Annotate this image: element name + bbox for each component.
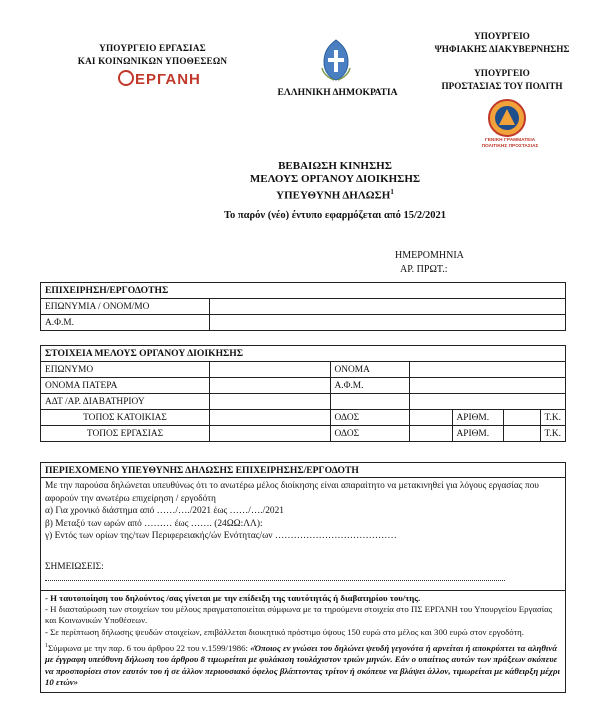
protocol-number-label: ΑΡ. ΠΡΩΤ.: bbox=[400, 264, 448, 275]
first-name-label: ΟΝΟΜΑ bbox=[330, 362, 409, 378]
legal-notes bbox=[41, 590, 566, 692]
member-section-heading: ΣΤΟΙΧΕΙΑ ΜΕΛΟΥΣ ΟΡΓΑΝΟΥ ΔΙΟΙΚΗΣΗΣ bbox=[41, 346, 566, 362]
ministry-digital-line1: ΥΠΟΥΡΓΕΙΟ bbox=[474, 31, 530, 41]
title-line1: ΒΕΒΑΙΩΣΗ ΚΙΝΗΣΗΣ bbox=[278, 160, 392, 172]
civil-protection-line2: ΠΟΛΙΤΙΚΗΣ ΠΡΟΣΤΑΣΙΑΣ bbox=[481, 144, 539, 149]
ministry-labour-label bbox=[60, 42, 245, 68]
id-passport-field[interactable] bbox=[210, 394, 331, 410]
ministry-citizen-protection-label bbox=[412, 67, 592, 93]
id-row-empty-cell bbox=[330, 394, 409, 410]
declaration-intro: Με την παρούσα δηλώνεται υπευθύνως ότι το ανωτέρω μέλος διοίκησης είναι απαραίτητο να μετακινηθεί για λόγους εργασίας που αφορούν την ανωτέρω επιχείρηση / εργοδότη bbox=[45, 481, 539, 504]
ergani-logo-icon bbox=[118, 70, 134, 86]
penalty-note: - Σε περίπτωση δήλωσης ψευδών στοιχείων, επιβάλλεται διοικητικό πρόστιμο ύψους 150 ευρώ στο μέλος και 300 ευρώ στον εργοδότη. bbox=[45, 626, 524, 637]
workplace-field[interactable] bbox=[210, 426, 331, 442]
employer-table bbox=[40, 282, 566, 331]
father-name-field[interactable] bbox=[210, 378, 331, 394]
notes-label: ΣΗΜΕΙΩΣΕΙΣ: bbox=[45, 561, 104, 572]
declaration-period[interactable]: α) Για χρονικό διάστημα από ……/…./2021 έως ……/…./2021 bbox=[45, 506, 284, 516]
employer-section-heading: ΕΠΙΧΕΙΡΗΣΗ/ΕΡΓΟΔΟΤΗΣ bbox=[41, 283, 566, 299]
verification-note: - Η διασταύρωση των στοιχείων του μέλους πραγματοποιείται σύμφωνα με τα τηρούμενα στοιχεία στο ΠΣ ΕΡΓΑΝΗ του Υπουργείου Εργασίας και Κοινωνικών Υποθέσεων. bbox=[45, 603, 553, 626]
footnote-mark: 1 bbox=[45, 643, 48, 650]
workplace-label: ΤΟΠΟΣ ΕΡΓΑΣΙΑΣ bbox=[41, 426, 210, 442]
workplace-street-field[interactable] bbox=[409, 426, 452, 442]
surname-field[interactable] bbox=[210, 362, 331, 378]
declaration-region[interactable]: γ) Εντός των ορίων της/των Περιφερειακής/ών Ενότητας/ων ………………………………… bbox=[45, 531, 397, 541]
civil-protection-label bbox=[470, 138, 550, 150]
id-row-empty-cell-2 bbox=[409, 394, 566, 410]
content-section-heading: ΠΕΡΙΕΧΟΜΕΝΟ ΥΠΕΥΘΥΝΗΣ ΔΗΛΩΣΗΣ ΕΠΙΧΕΙΡΗΣΗΣ/ΕΡΓΟΔΟΤΗ bbox=[41, 463, 566, 478]
residence-number-field[interactable] bbox=[503, 410, 540, 426]
footnote-intro: Σύμφωνα με την παρ. 6 του άρθρου 22 του ν.1599/1986: bbox=[48, 643, 251, 654]
employer-afm-label: Α.Φ.Μ. bbox=[41, 315, 210, 331]
declaration-hours[interactable]: β) Μεταξύ των ωρών από ……… έως ……. (24ΩΩ:ΛΛ): bbox=[45, 518, 263, 529]
notes-row bbox=[45, 561, 561, 586]
residence-number-label: ΑΡΙΘΜ. bbox=[452, 410, 503, 426]
workplace-postcode-label: Τ.Κ. bbox=[540, 426, 566, 442]
ministry-citizen-line1: ΥΠΟΥΡΓΕΙΟ bbox=[474, 68, 530, 78]
surname-label: ΕΠΩΝΥΜΟ bbox=[41, 362, 210, 378]
ergani-logo-text: ΕΡΓΑΝΗ bbox=[135, 71, 201, 88]
document-title bbox=[170, 160, 500, 203]
declaration-content-table bbox=[40, 462, 566, 693]
residence-street-label: ΟΔΟΣ bbox=[330, 410, 409, 426]
residence-street-field[interactable] bbox=[409, 410, 452, 426]
residence-field[interactable] bbox=[210, 410, 331, 426]
hellenic-republic-label: ΕΛΛΗΝΙΚΗ ΔΗΜΟΚΡΑΤΙΑ bbox=[277, 87, 398, 98]
declaration-body bbox=[41, 478, 566, 591]
greek-coat-of-arms-icon bbox=[318, 38, 354, 82]
footnote-law-quote: «Όποιος εν γνώσει του δηλώνει ψευδή γεγονότα ή αρνείται ή αποκρύπτει τα αληθινά με έγγραφη υπεύθυνη δήλωση του άρθρου 8 τιμωρείται με φυλάκιση τουλάχιστον τριών μηνών. Εάν ο υπαίτιος αυτών των πράξεων σκόπευε να προσπορίσει στον εαυτόν του ή σε άλλον περιουσιακό όφελος βλάπτοντας τρίτον ή σκόπευε να βλάψει άλλον, τιμωρείται με κάθειρξη μέχρι 10 ετών» bbox=[45, 643, 560, 688]
first-name-field[interactable] bbox=[409, 362, 566, 378]
title-line3-text: ΥΠΕΥΘΥΝΗ ΔΗΛΩΣΗ bbox=[276, 189, 391, 202]
member-afm-label: Α.Φ.Μ. bbox=[330, 378, 409, 394]
ministry-labour-line1: ΥΠΟΥΡΓΕΙΟ ΕΡΓΑΣΙΑΣ bbox=[99, 43, 206, 53]
title-line2: ΜΕΛΟΥΣ ΟΡΓΑΝΟΥ ΔΙΟΙΚΗΣΗΣ bbox=[249, 173, 421, 185]
identification-note: - Η ταυτοποίηση του δηλούντος /σας γίνεται με την επίδειξη της ταυτότητάς ή διαβατηρίου του/της. bbox=[45, 592, 421, 603]
id-passport-label: ΑΔΤ /ΑΡ. ΔΙΑΒΑΤΗΡΙΟΥ bbox=[41, 394, 210, 410]
applies-from-note: Το παρόν (νέο) έντυπο εφαρμόζεται από 15/2/2021 bbox=[223, 210, 447, 221]
employer-name-field[interactable] bbox=[210, 299, 566, 315]
civil-protection-logo-icon bbox=[479, 98, 535, 138]
civil-protection-line1: ΓΕΝΙΚΗ ΓΡΑΜΜΑΤΕΙΑ bbox=[484, 138, 536, 143]
title-footnote-mark: 1 bbox=[390, 188, 394, 196]
member-table bbox=[40, 345, 566, 442]
workplace-number-field[interactable] bbox=[503, 426, 540, 442]
employer-name-label: ΕΠΩΝΥΜΙΑ / ΟΝΟΜ/ΜΟ bbox=[41, 299, 210, 315]
title-line3 bbox=[170, 186, 500, 203]
residence-postcode-label: Τ.Κ. bbox=[540, 410, 566, 426]
workplace-street-label: ΟΔΟΣ bbox=[330, 426, 409, 442]
workplace-number-label: ΑΡΙΘΜ. bbox=[452, 426, 503, 442]
residence-label: ΤΟΠΟΣ ΚΑΤΟΙΚΙΑΣ bbox=[41, 410, 210, 426]
father-name-label: ΟΝΟΜΑ ΠΑΤΕΡΑ bbox=[41, 378, 210, 394]
employer-afm-field[interactable] bbox=[210, 315, 566, 331]
ergani-logo bbox=[118, 70, 201, 88]
date-label: ΗΜΕΡΟΜΗΝΙΑ bbox=[395, 250, 464, 261]
footnote bbox=[45, 641, 561, 689]
ministry-digital-label bbox=[412, 30, 592, 56]
ministry-digital-line2: ΨΗΦΙΑΚΗΣ ΔΙΑΚΥΒΕΡΝΗΣΗΣ bbox=[434, 44, 570, 54]
notes-field[interactable] bbox=[45, 580, 505, 581]
member-afm-field[interactable] bbox=[409, 378, 566, 394]
ministry-labour-line2: ΚΑΙ ΚΟΙΝΩΝΙΚΩΝ ΥΠΟΘΕΣΕΩΝ bbox=[77, 56, 228, 66]
ministry-citizen-line2: ΠΡΟΣΤΑΣΙΑΣ ΤΟΥ ΠΟΛΙΤΗ bbox=[441, 81, 563, 91]
